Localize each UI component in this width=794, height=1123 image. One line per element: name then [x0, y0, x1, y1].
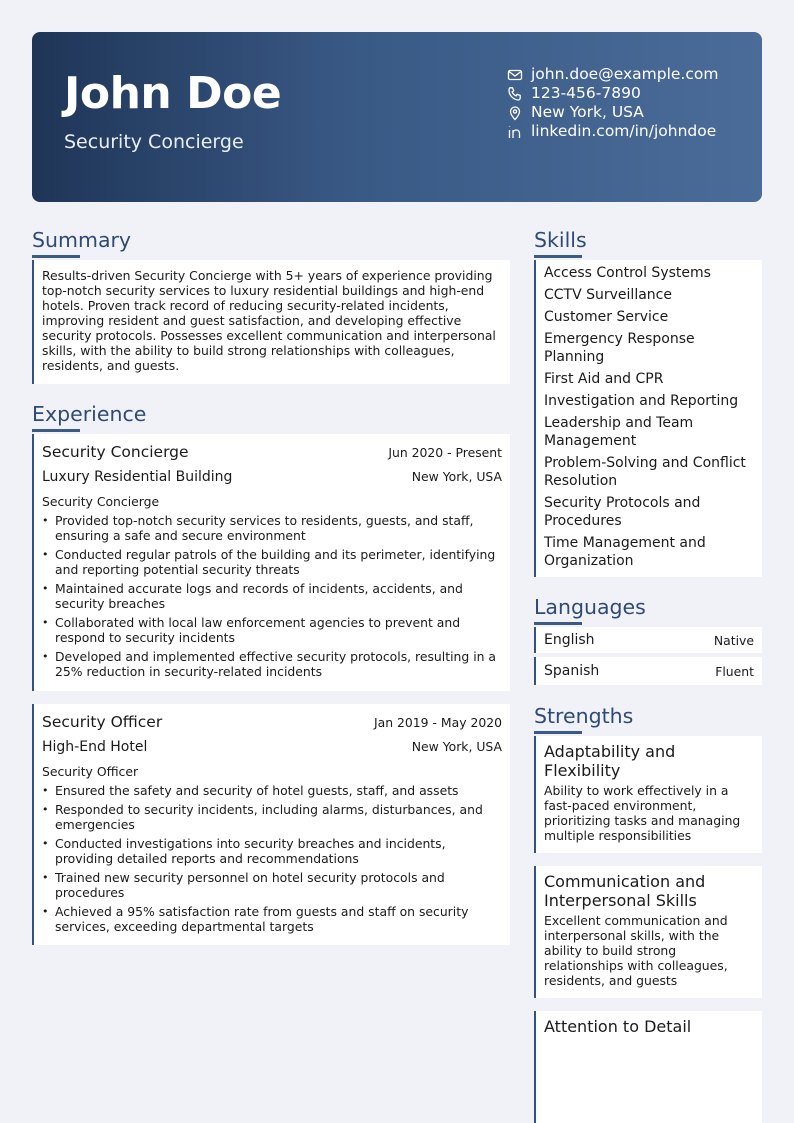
skill-item: Time Management and Organization: [544, 535, 706, 569]
skill-item: Leadership and Team Management: [544, 415, 694, 449]
summary-heading: Summary: [32, 228, 132, 252]
skills-heading: Skills: [534, 228, 587, 252]
list-item: • Ensured the safety and security of hotel guests, staff, and assets: [42, 783, 502, 798]
languages-heading: Languages: [534, 595, 646, 619]
skills-card: [534, 260, 762, 577]
list-item: • Achieved a 95% satisfaction rate from guests and staff on security services, exceeding departmental targets: [42, 904, 502, 934]
contact-email[interactable]: [507, 65, 718, 84]
skill-item: Emergency Response Planning: [544, 331, 695, 365]
linkedin-icon: [507, 124, 523, 140]
candidate-title: Security Concierge: [64, 131, 244, 153]
list-item: • Maintained accurate logs and records of incidents, accidents, and security breaches: [42, 581, 502, 611]
experience-item: [32, 434, 510, 691]
job-title: Security Concierge: [42, 443, 189, 461]
job-role: Security Officer: [42, 764, 139, 779]
list-item: • Collaborated with local law enforcement agencies to prevent and respond to security incidents: [42, 615, 502, 645]
candidate-name: John Doe: [64, 68, 282, 119]
summary-text: Results-driven Security Concierge with 5+ years of experience providing top-notch security services to luxury residential buildings and high-end hotels. Proven track record of reducing security-related incidents, improving resident and guest satisfaction, and developing effective security protocols. Possesses excellent communication and interpersonal skills, with the ability to build strong relationships with colleagues, residents, and guests.: [42, 268, 496, 373]
linkedin-text: linkedin.com/in/johndoe: [531, 122, 717, 140]
company-name: Luxury Residential Building: [42, 469, 233, 485]
strength-card: [534, 866, 762, 998]
strength-card: [534, 736, 762, 853]
contact-phone[interactable]: [507, 84, 718, 103]
list-item: • Trained new security personnel on hotel security protocols and procedures: [42, 870, 502, 900]
language-name: Spanish: [544, 663, 600, 679]
language-level: Native: [713, 632, 754, 648]
list-item: • Provided top-notch security services to residents, guests, and staff, ensuring a safe and secure environment: [42, 513, 502, 543]
skill-item: Access Control Systems: [544, 265, 711, 281]
location-text: New York, USA: [531, 103, 644, 121]
job-dates: Jan 2019 - May 2020: [373, 715, 502, 730]
contact-location: [507, 103, 718, 122]
strength-desc: Excellent communication and interpersonal skills, with the ability to build strong relationships with colleagues, residents, and guests: [544, 913, 728, 988]
contact-linkedin[interactable]: [507, 122, 718, 141]
experience-item: [32, 704, 510, 945]
resume-header: [32, 32, 762, 202]
job-location: New York, USA: [411, 739, 502, 754]
job-role: Security Concierge: [42, 494, 160, 509]
strength-desc: Ability to work effectively in a fast-paced environment, prioritizing tasks and managing multiple responsibilities: [544, 783, 741, 843]
contact-list: [507, 65, 718, 141]
list-item: • Responded to security incidents, including alarms, disturbances, and emergencies: [42, 802, 502, 832]
strength-title: Adaptability and Flexibility: [544, 742, 676, 780]
list-item: • Developed and implemented effective security protocols, resulting in a 25% reduction in security-related incidents: [42, 649, 502, 679]
strength-desc: [536, 1036, 762, 1039]
strength-card: [534, 1011, 762, 1123]
language-name: English: [544, 632, 595, 648]
strength-title: Communication and Interpersonal Skills: [544, 872, 706, 910]
job-dates: Jun 2020 - Present: [388, 445, 502, 460]
skill-item: Security Protocols and Procedures: [544, 495, 701, 529]
summary-card: [32, 260, 510, 384]
phone-icon: [507, 86, 523, 102]
list-item: • Conducted regular patrols of the building and its perimeter, identifying and reporting potential security threats: [42, 547, 502, 577]
job-bullets: [42, 513, 502, 679]
strength-title: Attention to Detail: [544, 1017, 692, 1036]
company-name: High-End Hotel: [42, 739, 148, 755]
phone-text: 123-456-7890: [531, 84, 641, 102]
strengths-heading: Strengths: [534, 704, 634, 728]
language-level: Fluent: [715, 663, 754, 679]
skill-item: Problem-Solving and Conflict Resolution: [544, 455, 746, 489]
job-location: New York, USA: [411, 469, 502, 484]
map-pin-icon: [507, 105, 523, 121]
job-title: Security Officer: [42, 713, 163, 731]
experience-heading: Experience: [32, 402, 147, 426]
skill-item: First Aid and CPR: [544, 371, 664, 387]
language-item: [534, 657, 762, 685]
list-item: • Conducted investigations into security breaches and incidents, providing detailed reports and recommendations: [42, 836, 502, 866]
envelope-icon: [507, 67, 523, 83]
language-item: [534, 627, 762, 653]
email-text: john.doe@example.com: [531, 65, 719, 83]
job-bullets: [42, 783, 502, 934]
skill-item: Customer Service: [544, 309, 669, 325]
skill-item: Investigation and Reporting: [544, 393, 739, 409]
skill-item: CCTV Surveillance: [544, 287, 672, 303]
